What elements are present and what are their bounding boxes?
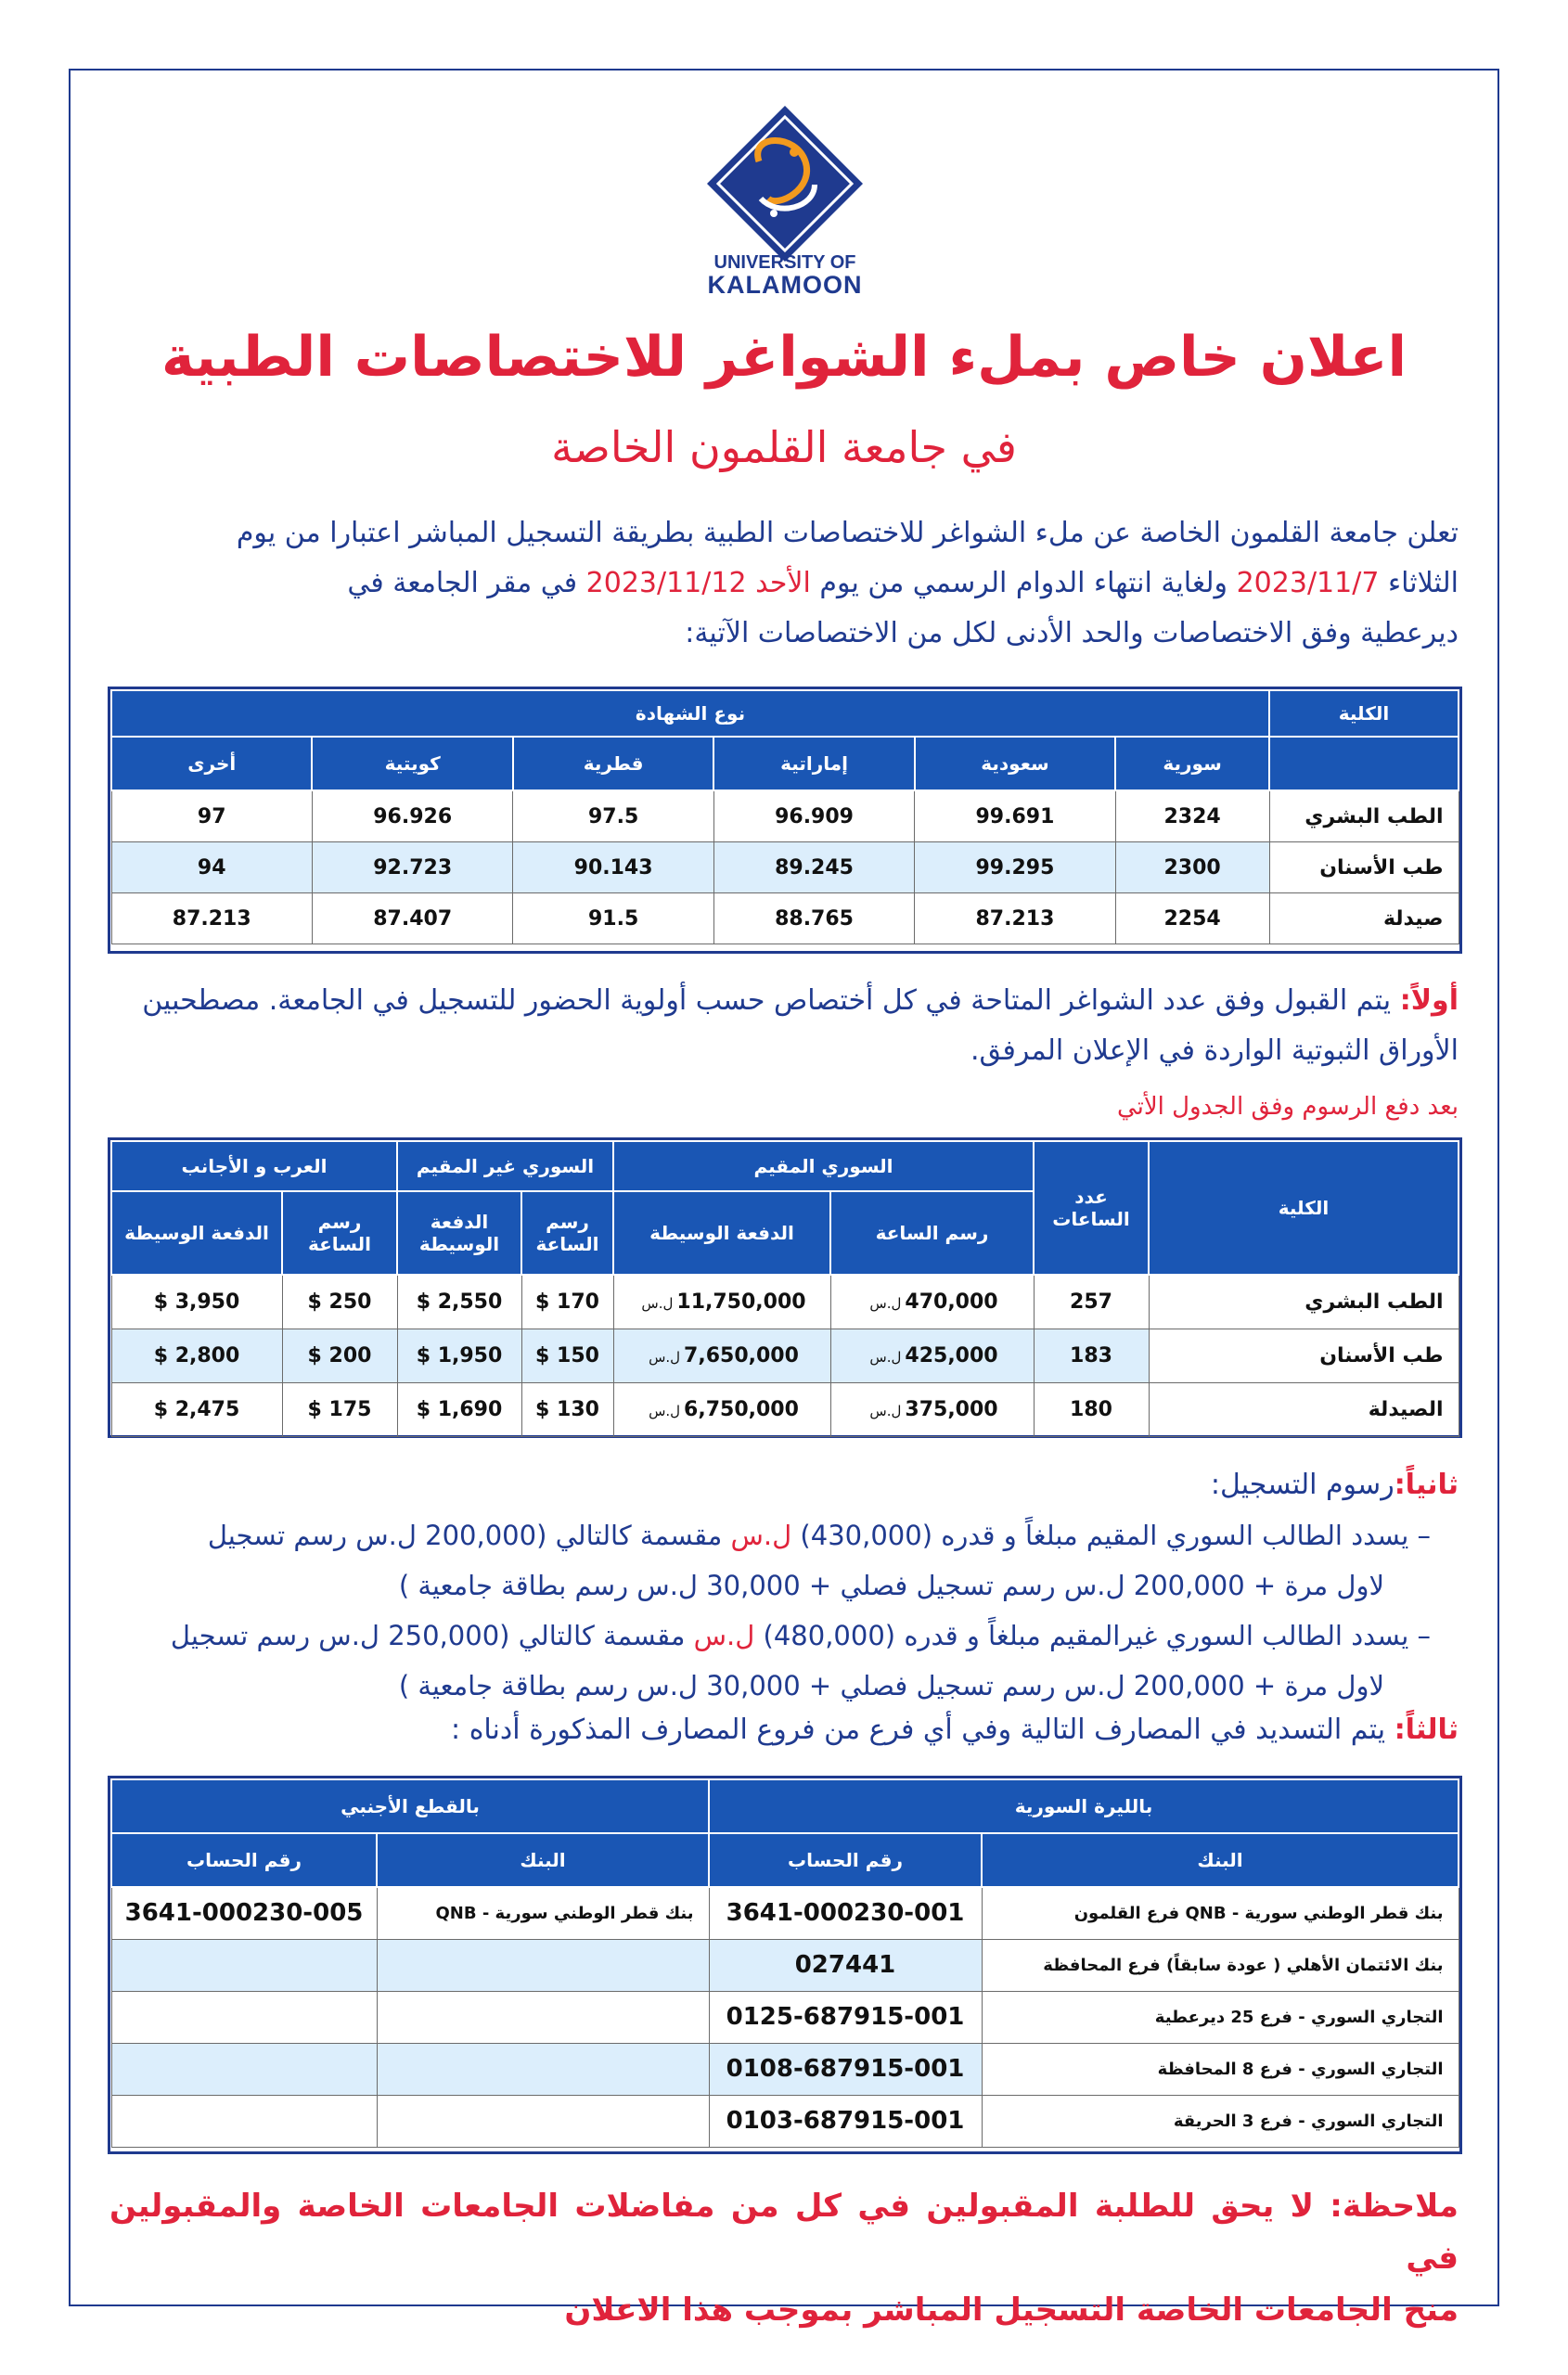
score-cell: 99.691 <box>915 790 1115 842</box>
second-label: ثانياً: <box>1394 1469 1459 1501</box>
score-cell: 90.143 <box>513 842 713 893</box>
score-cell: 2324 <box>1115 790 1269 842</box>
second-section: ثانياً:رسوم التسجيل: – يسدد الطالب السوري المقيم مبلغاً و قدره (430,000) ل.س مقسمة كالتالي (200,000 ل.س رسم تسجيل لاول مرة + 200,000 ل.س رسم تسجيل فصلي + 30,000 ل.س رسم بطاقة جامعية ) – يسدد الطالب السوري غيرالمقيم مبلغاً و قدره (480,000) ل.س مقسمة كالتالي (250,000 ل.س رسم تسجيل لاول مرة + 200,000 ل.س رسم تسجيل فصلي + 30,000 ل.س رسم بطاقة جامعية ) <box>109 1460 1459 1711</box>
fee-cell: 7,650,000ل.س <box>613 1329 830 1382</box>
first-text-2: الأوراق الثبوتية الواردة في الإعلان المرفق. <box>970 1034 1459 1067</box>
fee-cell: 1,950 $ <box>397 1329 521 1382</box>
score-cell: 88.765 <box>713 893 914 944</box>
table-row <box>111 2043 1459 2095</box>
empty-header <box>1269 737 1459 790</box>
fee-cell: 425,000ل.س <box>830 1329 1034 1382</box>
mid-payment-header: الدفعة الوسيطة <box>613 1191 830 1275</box>
fee-cell: 3,950 $ <box>111 1275 282 1329</box>
note-line-1: ملاحظة: لا يحق للطلبة المقبولين في كل من مفاضلات الجامعات الخاصة والمقبولين في <box>109 2188 1459 2277</box>
fee-cell: 200 $ <box>282 1329 397 1382</box>
fee-cell: 6,750,000ل.س <box>613 1382 830 1436</box>
account-number <box>111 2095 377 2147</box>
syp-header: بالليرة السورية <box>709 1779 1459 1833</box>
account-number: 0108-687915-001 <box>709 2043 982 2095</box>
fee-cell: 2,800 $ <box>111 1329 282 1382</box>
certificate-type-header: نوع الشهادة <box>111 690 1269 737</box>
col-header: كويتية <box>312 737 512 790</box>
college-name: الصيدلة <box>1149 1382 1459 1436</box>
account-number <box>111 1991 377 2043</box>
score-cell: 99.295 <box>915 842 1115 893</box>
bank-name: بنك الائتمان الأهلي ( عودة سابقاً) فرع المحافظة <box>982 1939 1459 1991</box>
col-header: قطرية <box>513 737 713 790</box>
college-header: الكلية <box>1269 690 1459 737</box>
account-number: 0103-687915-001 <box>709 2095 982 2147</box>
college-name: صيدلة <box>1269 893 1459 944</box>
fee-cell: 170 $ <box>521 1275 613 1329</box>
score-cell: 87.407 <box>312 893 512 944</box>
bank-name <box>377 1939 709 1991</box>
syrian-nonresident-header: السوري غير المقيم <box>397 1141 613 1191</box>
table-row <box>111 2095 1459 2147</box>
table-row <box>111 1939 1459 1991</box>
col-header: سورية <box>1115 737 1269 790</box>
fee-cell: 11,750,000ل.س <box>613 1275 830 1329</box>
college-name: طب الأسنان <box>1269 842 1459 893</box>
fees-intro: بعد دفع الرسوم وفق الجدول الأتي <box>1116 1093 1459 1121</box>
account-header: رقم الحساب <box>709 1833 982 1887</box>
intro-line-1: تعلن جامعة القلمون الخاصة عن ملء الشواغر للاختصاصات الطبية بطريقة التسجيل المباشر اعتبارا من يوم <box>236 517 1459 549</box>
hour-fee-header: رسم الساعة <box>521 1191 613 1275</box>
account-number: 0125-687915-001 <box>709 1991 982 2043</box>
fee-cell: 1,690 $ <box>397 1382 521 1436</box>
account-number: 3641-000230-005 <box>111 1887 377 1939</box>
account-number <box>111 1939 377 1991</box>
table-row <box>111 1887 1459 1939</box>
fee-cell: 150 $ <box>521 1329 613 1382</box>
score-cell: 87.213 <box>915 893 1115 944</box>
fee-cell: 130 $ <box>521 1382 613 1436</box>
hour-fee-header: رسم الساعة <box>830 1191 1034 1275</box>
third-text: يتم التسديد في المصارف التالية وفي أي فرع من فروع المصارف المذكورة أدناه : <box>451 1714 1386 1746</box>
score-cell: 2300 <box>1115 842 1269 893</box>
bank-name <box>377 2043 709 2095</box>
account-number: 027441 <box>709 1939 982 1991</box>
score-cell: 92.723 <box>312 842 512 893</box>
bullet-2-cont: لاول مرة + 200,000 ل.س رسم تسجيل فصلي + 30,000 ل.س رسم بطاقة جامعية ) <box>398 1670 1384 1701</box>
university-logo <box>694 96 876 297</box>
start-date: 2023/11/7 <box>1236 567 1380 599</box>
fee-cell: 375,000ل.س <box>830 1382 1034 1436</box>
score-cell: 2254 <box>1115 893 1269 944</box>
score-cell: 89.245 <box>713 842 914 893</box>
intro-paragraph <box>109 508 1459 659</box>
score-cell: 97.5 <box>513 790 713 842</box>
note-line-2: منح الجامعات الخاصة التسجيل المباشر بموجب هذا الاعلان <box>564 2292 1459 2329</box>
min-scores-table <box>110 689 1459 944</box>
col-header: إماراتية <box>713 737 914 790</box>
mid-payment-header: الدفعة الوسيطة <box>111 1191 282 1275</box>
hours-cell: 257 <box>1034 1275 1149 1329</box>
score-cell: 96.926 <box>312 790 512 842</box>
table-row <box>111 1329 1459 1382</box>
account-number: 3641-000230-001 <box>709 1887 982 1939</box>
table-row <box>111 893 1459 944</box>
account-header: رقم الحساب <box>111 1833 377 1887</box>
col-header: سعودية <box>915 737 1115 790</box>
col-header: أخرى <box>111 737 312 790</box>
intro-line-2 <box>109 558 1459 609</box>
hours-cell: 180 <box>1034 1382 1149 1436</box>
score-cell: 97 <box>111 790 312 842</box>
hour-fee-header: رسم الساعة <box>282 1191 397 1275</box>
page-subtitle: في جامعة القلمون الخاصة <box>551 422 1017 472</box>
score-cell: 91.5 <box>513 893 713 944</box>
arab-foreign-header: العرب و الأجانب <box>111 1141 397 1191</box>
score-cell: 94 <box>111 842 312 893</box>
foreign-header: بالقطع الأجنبي <box>111 1779 709 1833</box>
bank-name: بنك قطر الوطني سورية - QNB فرع القلمون <box>982 1887 1459 1939</box>
table-row <box>111 1275 1459 1329</box>
note-section <box>109 2180 1459 2336</box>
bank-header: البنك <box>982 1833 1459 1887</box>
intro-text-2: في مقر الجامعة في <box>347 567 578 599</box>
logo-diamond <box>707 106 863 262</box>
fee-cell: 2,550 $ <box>397 1275 521 1329</box>
intro-text: ولغاية انتهاء الدوام الرسمي من يوم <box>819 567 1228 599</box>
college-name: الطب البشري <box>1269 790 1459 842</box>
table-row <box>111 790 1459 842</box>
fee-cell: 470,000ل.س <box>830 1275 1034 1329</box>
end-date: 2023/11/12 <box>585 567 747 599</box>
fees-table <box>110 1140 1459 1437</box>
third-section <box>109 1705 1459 1755</box>
fee-cell: 2,475 $ <box>111 1382 282 1436</box>
syrian-resident-header: السوري المقيم <box>613 1141 1034 1191</box>
page-title: اعلان خاص بملء الشواغر للاختصاصات الطبية <box>161 325 1407 390</box>
intro-day1: الثلاثاء <box>1387 567 1459 599</box>
bank-name: بنك قطر الوطني سورية - QNB <box>377 1887 709 1939</box>
score-cell: 87.213 <box>111 893 312 944</box>
table-row <box>111 1991 1459 2043</box>
college-name: طب الأسنان <box>1149 1329 1459 1382</box>
table-row <box>111 842 1459 893</box>
bank-name: التجاري السوري - فرع 25 ديرعطية <box>982 1991 1459 2043</box>
bank-header: البنك <box>377 1833 709 1887</box>
college-header: الكلية <box>1149 1141 1459 1275</box>
banks-table <box>110 1778 1459 2148</box>
first-text: يتم القبول وفق عدد الشواغر المتاحة في كل أختصاص حسب أولوية الحضور للتسجيل في الجامعة. مصطحبين <box>142 984 1392 1017</box>
table-row <box>111 1382 1459 1436</box>
bank-name: التجاري السوري - فرع 3 الحريقة <box>982 2095 1459 2147</box>
third-label: ثالثاً: <box>1394 1714 1459 1746</box>
bank-name <box>377 2095 709 2147</box>
logo-text-line1: UNIVERSITY OF <box>713 252 856 273</box>
intro-line-3: ديرعطية وفق الاختصاصات والحد الأدنى لكل من الاختصاصات الآتية: <box>685 617 1459 649</box>
bullet-1-cont: لاول مرة + 200,000 ل.س رسم تسجيل فصلي + 30,000 ل.س رسم بطاقة جامعية ) <box>398 1570 1384 1601</box>
fee-cell: 250 $ <box>282 1275 397 1329</box>
hours-header: عدد الساعات <box>1034 1141 1149 1275</box>
bank-name <box>377 1991 709 2043</box>
account-number <box>111 2043 377 2095</box>
logo-text-line2: KALAMOON <box>707 271 863 299</box>
mid-payment-header: الدفعة الوسيطة <box>397 1191 521 1275</box>
first-label: أولاً: <box>1399 984 1459 1017</box>
fee-cell: 175 $ <box>282 1382 397 1436</box>
intro-day2: الأحد <box>755 567 811 599</box>
second-title: رسوم التسجيل: <box>1210 1469 1394 1501</box>
hours-cell: 183 <box>1034 1329 1149 1382</box>
bank-name: التجاري السوري - فرع 8 المحافظة <box>982 2043 1459 2095</box>
first-section <box>109 976 1459 1076</box>
score-cell: 96.909 <box>713 790 914 842</box>
college-name: الطب البشري <box>1149 1275 1459 1329</box>
